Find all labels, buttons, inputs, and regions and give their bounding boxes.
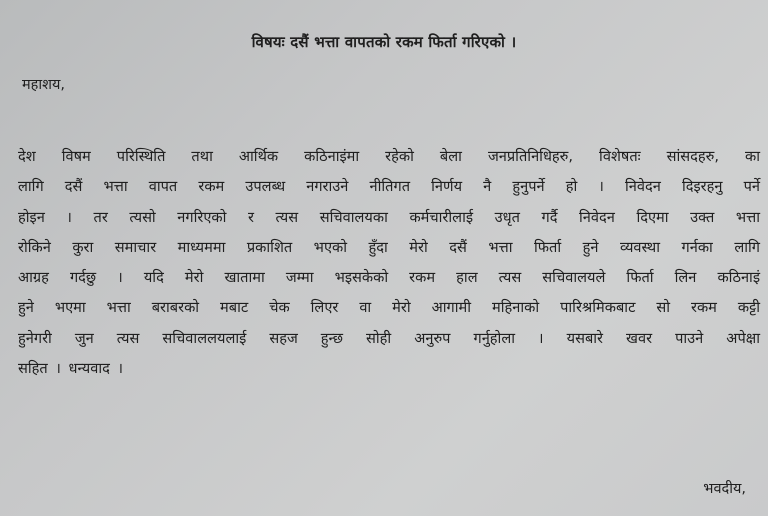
body-line: आग्रह गर्दछु । यदि मेरो खातामा जम्मा भइसकेको रकम हाल त्यस सचिवालयले फिर्ता लिन कठिनाइं xyxy=(18,269,760,287)
body-line: लागि दसैं भत्ता वापत रकम उपलब्ध नगराउने नीतिगत निर्णय नै हुनुपर्ने हो । निवेदन दिइरहनु पर्ने xyxy=(18,178,760,196)
letter-subject: विषयः दसैं भत्ता वापतको रकम फिर्ता गरिएको । xyxy=(251,33,517,51)
body-line: हुनेगरी जुन त्यस सचिवाललयलाई सहज हुन्छ सोही अनुरुप गर्नुहोला । यसबारे खवर पाउने अपेक्षा xyxy=(18,329,760,347)
body-line: देश विषम परिस्थिति तथा आर्थिक कठिनाइंमा रहेको बेला जनप्रतिनिधिहरु, विशेषतः सांसदहरु, का xyxy=(18,148,760,165)
letter-closing: भवदीय, xyxy=(703,481,746,497)
letter-body xyxy=(18,142,760,384)
body-line: होइन । तर त्यसो नगरिएको र त्यस सचिवालयका कर्मचारीलाई उधृत गर्दै निवेदन दिएमा उक्त भत्ता xyxy=(18,208,760,226)
body-line: हुने भएमा भत्ता बराबरको मबाट चेक लिएर वा मेरो आगामी महिनाको पारिश्रमिकबाट सो रकम कट्टी xyxy=(18,299,760,317)
letter-salutation: महाशय, xyxy=(22,77,66,93)
body-line: सहित । धन्यवाद । xyxy=(18,360,124,378)
body-line: रोकिने कुरा समाचार माध्यममा प्रकाशित भएको हुँदा मेरो दसैं भत्ता फिर्ता हुने व्यवस्था गर्नका लागि xyxy=(18,238,760,256)
